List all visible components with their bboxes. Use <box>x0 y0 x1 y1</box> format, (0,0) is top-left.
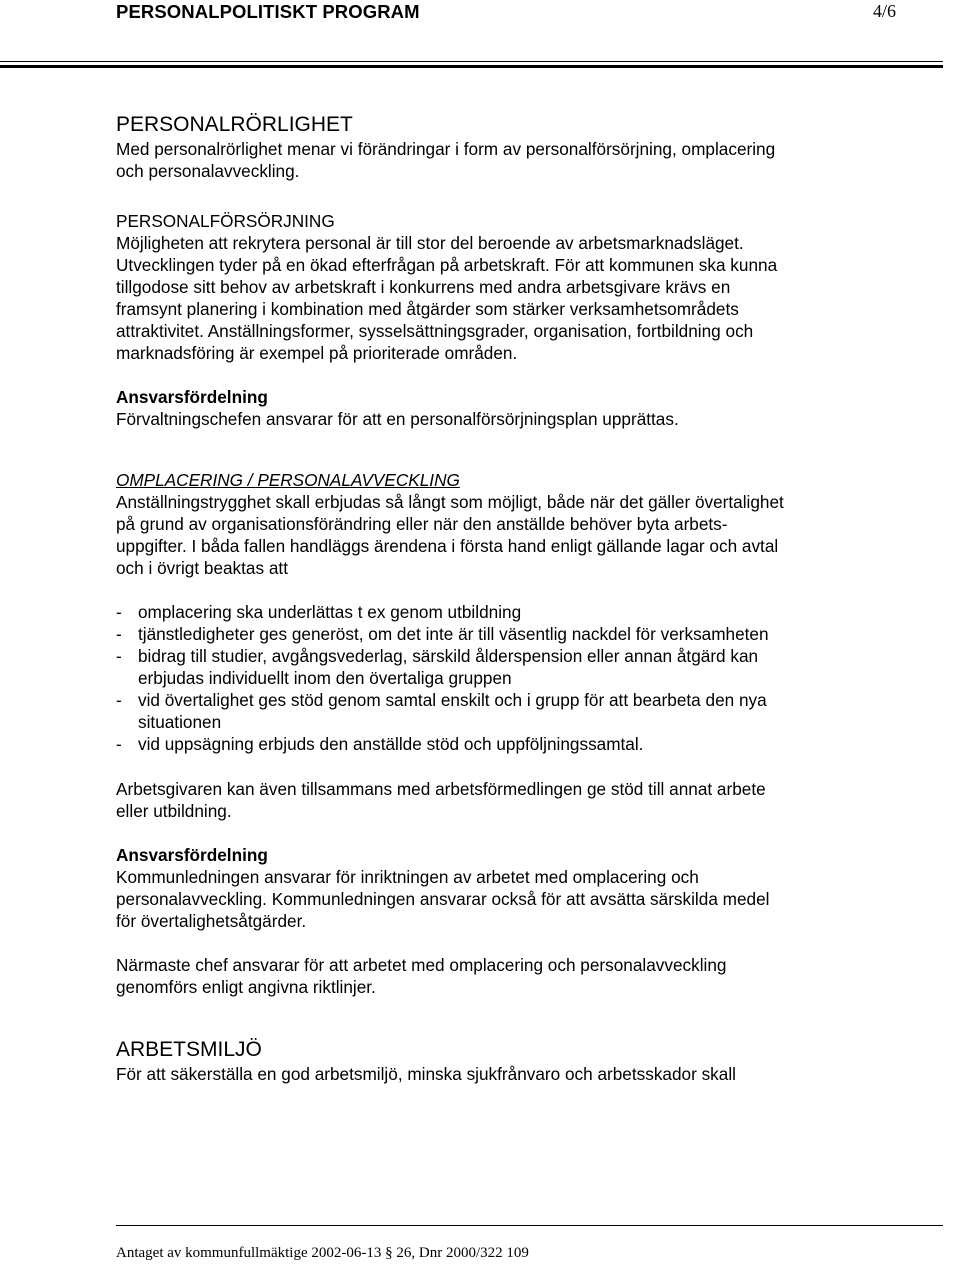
paragraph-line: uppgifter. I båda fallen handläggs ärendena i första hand enligt gällande lagar och avtal <box>116 536 779 556</box>
header-rule-thin <box>0 61 943 62</box>
paragraph-line: marknadsföring är exempel på prioriterade områden. <box>116 343 518 363</box>
paragraph-line: framsynt planering i kombination med åtgärder som stärker verksamhetsområdets <box>116 299 739 319</box>
footer-text: Antaget av kommunfullmäktige 2002-06-13 § 26, Dnr 2000/322 109 <box>116 1245 529 1261</box>
section-title-personalforsorjning: PERSONALFÖRSÖRJNING <box>116 211 335 231</box>
paragraph-line: Närmaste chef ansvarar för att arbetet med omplacering och personalavveckling <box>116 955 727 975</box>
list-dash: - <box>116 646 122 666</box>
list-dash: - <box>116 602 122 622</box>
paragraph-line: tillgodose sitt behov av arbetskraft i konkurrens med andra arbetsgivare krävs en <box>116 277 731 297</box>
list-item <box>116 623 886 645</box>
paragraph-line: Möjligheten att rekrytera personal är till stor del beroende av arbetsmarknadsläget. <box>116 233 744 253</box>
list-item-text: bidrag till studier, avgångsvederlag, särskild ålderspension eller annan åtgärd kan <box>138 646 759 666</box>
list-item <box>116 689 886 733</box>
header-rule-thick <box>0 65 943 68</box>
paragraph-line: och i övrigt beaktas att <box>116 558 288 578</box>
list-item-text: situationen <box>138 712 222 732</box>
list-dash: - <box>116 624 122 644</box>
paragraph-line: för övertalighetsåtgärder. <box>116 911 307 931</box>
paragraph-line: För att säkerställa en god arbetsmiljö, minska sjukfrånvaro och arbetsskador skall <box>116 1064 736 1084</box>
list-item <box>116 645 886 689</box>
subheading-ansvarsfordelning: Ansvarsfördelning <box>116 387 268 407</box>
list-item-text: omplacering ska underlättas t ex genom utbildning <box>138 602 522 622</box>
list-item-text: vid uppsägning erbjuds den anställde stöd och uppföljningssamtal. <box>138 734 644 754</box>
subheading-ansvarsfordelning: Ansvarsfördelning <box>116 845 268 865</box>
list-dash: - <box>116 690 122 710</box>
paragraph-line: eller utbildning. <box>116 801 232 821</box>
footer-rule <box>116 1225 943 1226</box>
list-item <box>116 733 886 755</box>
paragraph-line: Kommunledningen ansvarar för inriktningen av arbetet med omplacering och <box>116 867 699 887</box>
list-item-text: vid övertalighet ges stöd genom samtal enskilt och i grupp för att bearbeta den nya <box>138 690 767 710</box>
paragraph-line: Utvecklingen tyder på en ökad efterfrågan på arbetskraft. För att kommunen ska kunna <box>116 255 778 275</box>
paragraph-line: attraktivitet. Anställningsformer, sysselsättningsgrader, organisation, fortbildning och <box>116 321 754 341</box>
paragraph-line: och personalavveckling. <box>116 161 300 181</box>
document-header-title: PERSONALPOLITISKT PROGRAM <box>116 1 420 22</box>
section-title-omplacering: OMPLACERING / PERSONALAVVECKLING <box>116 470 460 490</box>
section-title-personalrorlighet: PERSONALRÖRLIGHET <box>116 113 353 136</box>
bullet-list <box>116 601 886 755</box>
list-item-text: tjänstledigheter ges generöst, om det inte är till väsentlig nackdel för verksamheten <box>138 624 769 644</box>
paragraph-line: Förvaltningschefen ansvarar för att en personalförsörjningsplan upprättas. <box>116 409 679 429</box>
paragraph-line: Anställningstrygghet skall erbjudas så långt som möjligt, både när det gäller övertalighet <box>116 492 784 512</box>
document-body <box>116 112 886 1085</box>
list-item-text: erbjudas individuellt inom den övertaliga gruppen <box>138 668 512 688</box>
paragraph-line: Arbetsgivaren kan även tillsammans med arbetsförmedlingen ge stöd till annat arbete <box>116 779 766 799</box>
list-item <box>116 601 886 623</box>
paragraph-line: genomförs enligt angivna riktlinjer. <box>116 977 376 997</box>
page-number: 4/6 <box>872 1 896 21</box>
paragraph-line: på grund av organisationsförändring eller när den anställde behöver byta arbets- <box>116 514 728 534</box>
section-title-arbetsmiljo: ARBETSMILJÖ <box>116 1038 262 1061</box>
paragraph-line: Med personalrörlighet menar vi förändringar i form av personalförsörjning, omplacering <box>116 139 776 159</box>
paragraph-line: personalavveckling. Kommunledningen ansvarar också för att avsätta särskilda medel <box>116 889 770 909</box>
list-dash: - <box>116 734 122 754</box>
